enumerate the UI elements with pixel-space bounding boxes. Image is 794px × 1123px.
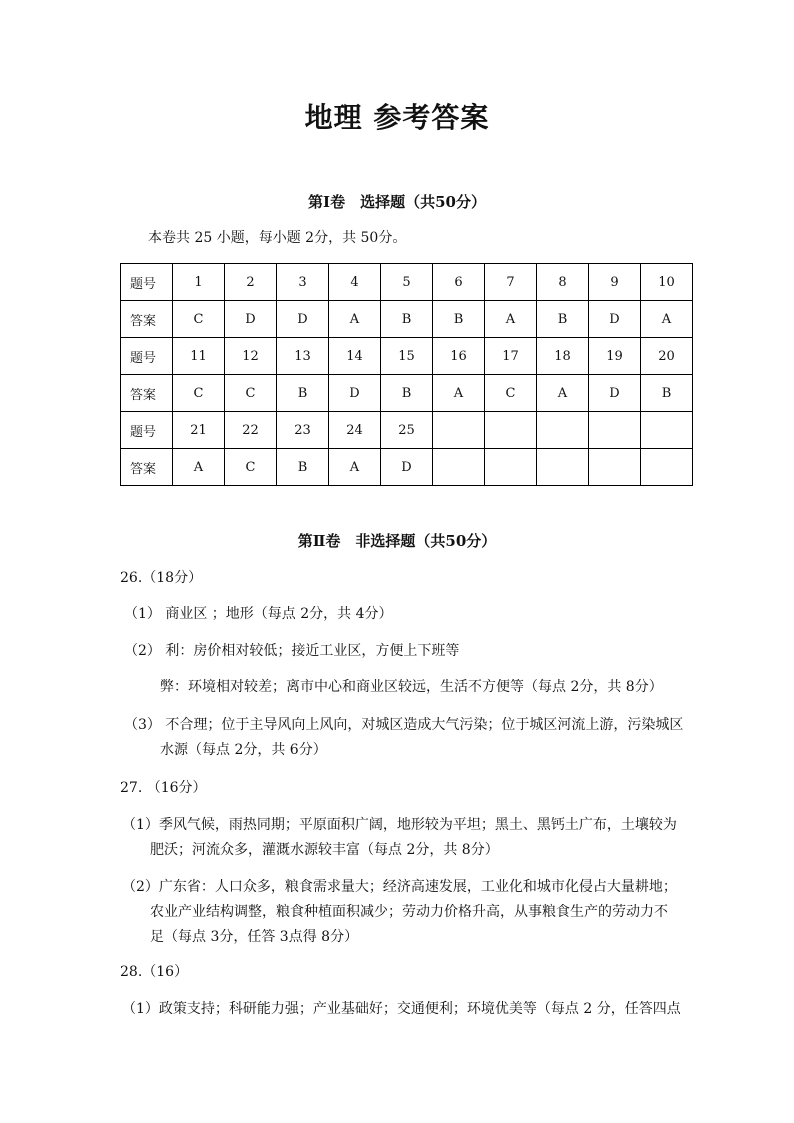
q28-header: 28.（16） bbox=[120, 964, 189, 980]
table-cell: 19 bbox=[589, 338, 641, 375]
table-cell: 16 bbox=[433, 338, 485, 375]
table-cell: D bbox=[589, 375, 641, 412]
table-cell: B bbox=[381, 301, 433, 338]
table-row bbox=[121, 375, 693, 412]
table-cell: 14 bbox=[329, 338, 381, 375]
table-cell: 6 bbox=[433, 264, 485, 301]
q26-1: （1） 商业区 ；地形（每点 2分，共 4分） bbox=[124, 606, 393, 622]
table-cell: 3 bbox=[277, 264, 329, 301]
table-cell: A bbox=[329, 449, 381, 486]
table-cell: B bbox=[277, 449, 329, 486]
row-label: 题号 bbox=[121, 412, 173, 449]
q27-1-line2: 肥沃；河流众多，灌溉水源较丰富（每点 2分，共 8分） bbox=[150, 842, 499, 858]
table-cell: 15 bbox=[381, 338, 433, 375]
table-cell: 22 bbox=[225, 412, 277, 449]
table-cell: A bbox=[537, 375, 589, 412]
table-cell bbox=[641, 449, 693, 486]
table-cell: 17 bbox=[485, 338, 537, 375]
table-cell: 20 bbox=[641, 338, 693, 375]
part1-heading: 第Ⅰ卷 选择题（共50分） bbox=[308, 193, 486, 211]
table-cell: A bbox=[329, 301, 381, 338]
table-row bbox=[121, 449, 693, 486]
q26-header: 26.（18分） bbox=[120, 570, 203, 586]
part2-heading: 第Ⅱ卷 非选择题（共50分） bbox=[297, 532, 497, 550]
q26-3-line1: （3） 不合理；位于主导风向上风向，对城区造成大气污染；位于城区河流上游，污染城区 bbox=[124, 717, 684, 733]
table-cell: 18 bbox=[537, 338, 589, 375]
table-cell: 11 bbox=[173, 338, 225, 375]
table-cell: 23 bbox=[277, 412, 329, 449]
table-cell: 13 bbox=[277, 338, 329, 375]
table-cell: A bbox=[485, 301, 537, 338]
table-row bbox=[121, 301, 693, 338]
table-cell: 10 bbox=[641, 264, 693, 301]
table-cell: B bbox=[537, 301, 589, 338]
table-cell: 25 bbox=[381, 412, 433, 449]
table-row bbox=[121, 264, 693, 301]
page-title: 地理 参考答案 bbox=[304, 101, 490, 134]
row-label: 答案 bbox=[121, 375, 173, 412]
table-cell: 21 bbox=[173, 412, 225, 449]
table-cell: 5 bbox=[381, 264, 433, 301]
q26-2-advantage: （2） 利：房价相对较低；接近工业区，方便上下班等 bbox=[124, 643, 460, 659]
table-cell: 2 bbox=[225, 264, 277, 301]
table-cell bbox=[433, 412, 485, 449]
q26-3-line2: 水源（每点 2分，共 6分） bbox=[160, 742, 327, 758]
q27-2-line1: （2）广东省：人口众多，粮食需求量大；经济高速发展，工业化和城市化侵占大量耕地； bbox=[122, 879, 677, 895]
table-cell: D bbox=[277, 301, 329, 338]
table-cell: 24 bbox=[329, 412, 381, 449]
table-cell: C bbox=[225, 449, 277, 486]
table-cell: A bbox=[641, 301, 693, 338]
table-cell: 12 bbox=[225, 338, 277, 375]
row-label: 答案 bbox=[121, 449, 173, 486]
table-cell: B bbox=[277, 375, 329, 412]
row-label: 题号 bbox=[121, 338, 173, 375]
table-cell bbox=[485, 449, 537, 486]
q27-2-line2: 农业产业结构调整，粮食种植面积减少；劳动力价格升高，从事粮食生产的劳动力不 bbox=[150, 904, 668, 920]
answer-table bbox=[120, 263, 693, 486]
table-cell bbox=[589, 449, 641, 486]
table-cell: A bbox=[433, 375, 485, 412]
q27-2-line3: 足（每点 3分，任答 3点得 8分） bbox=[150, 929, 359, 945]
table-cell: B bbox=[433, 301, 485, 338]
table-cell: 7 bbox=[485, 264, 537, 301]
q27-header: 27. （16分） bbox=[120, 780, 207, 796]
table-cell: 1 bbox=[173, 264, 225, 301]
table-cell: D bbox=[381, 449, 433, 486]
row-label: 题号 bbox=[121, 264, 173, 301]
table-cell bbox=[485, 412, 537, 449]
table-cell: D bbox=[589, 301, 641, 338]
table-cell: B bbox=[381, 375, 433, 412]
table-row bbox=[121, 412, 693, 449]
table-cell bbox=[433, 449, 485, 486]
table-cell: C bbox=[173, 375, 225, 412]
table-cell bbox=[537, 412, 589, 449]
table-cell: C bbox=[225, 375, 277, 412]
part1-intro: 本卷共 25 小题，每小题 2分，共 50分。 bbox=[148, 230, 407, 246]
row-label: 答案 bbox=[121, 301, 173, 338]
q26-2-disadvantage: 弊：环境相对较差；离市中心和商业区较远，生活不方便等（每点 2分，共 8分） bbox=[160, 679, 663, 695]
table-cell bbox=[537, 449, 589, 486]
table-cell: D bbox=[329, 375, 381, 412]
table-cell: 4 bbox=[329, 264, 381, 301]
q27-1-line1: （1）季风气候，雨热同期；平原面积广阔，地形较为平坦；黑土、黑钙土广布，土壤较为 bbox=[122, 817, 677, 833]
table-cell bbox=[589, 412, 641, 449]
table-cell: D bbox=[225, 301, 277, 338]
table-cell: C bbox=[485, 375, 537, 412]
table-cell: A bbox=[173, 449, 225, 486]
table-row bbox=[121, 338, 693, 375]
table-cell: 9 bbox=[589, 264, 641, 301]
table-cell bbox=[641, 412, 693, 449]
table-cell: B bbox=[641, 375, 693, 412]
table-cell: C bbox=[173, 301, 225, 338]
table-cell: 8 bbox=[537, 264, 589, 301]
q28-1-line1: （1）政策支持；科研能力强；产业基础好；交通便利；环境优美等（每点 2 分，任答四点 bbox=[122, 1001, 681, 1017]
